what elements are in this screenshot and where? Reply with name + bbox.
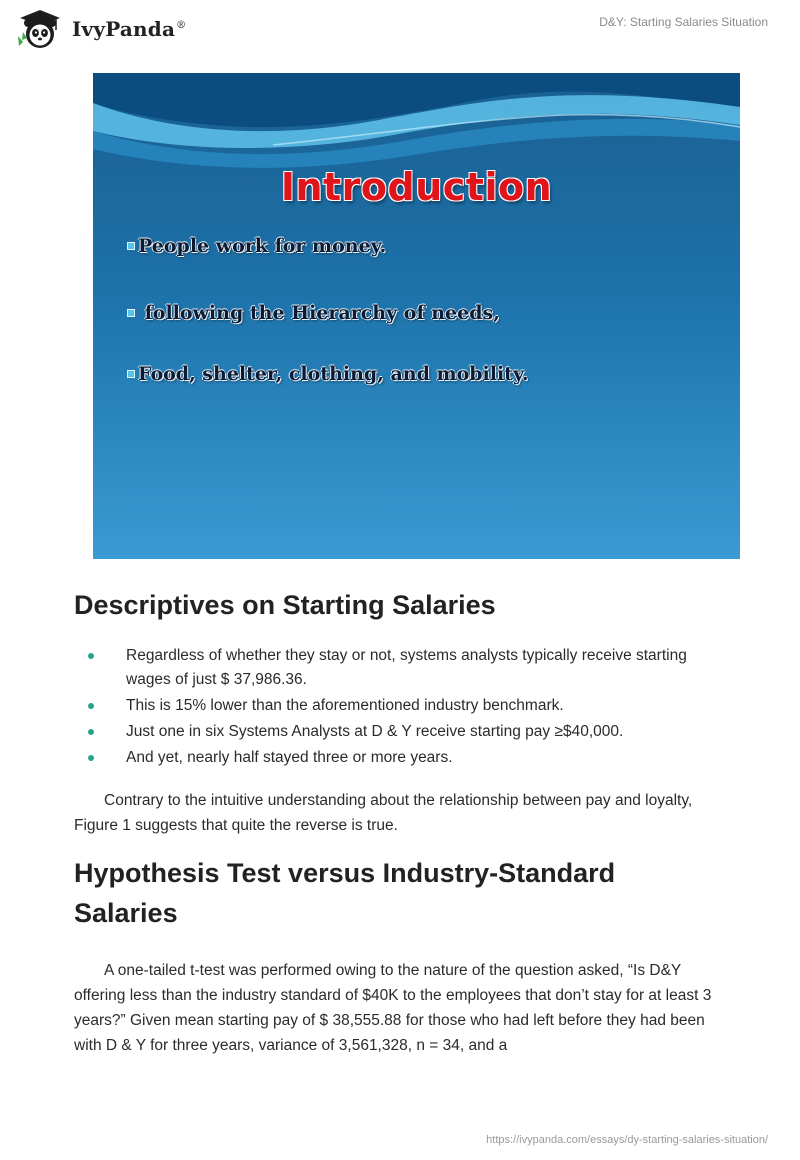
logo-text: IvyPanda®: [72, 17, 187, 41]
square-bullet-icon: [127, 242, 135, 250]
list-item-text: Regardless of whether they stay or not, systems analysts typically receive starting wages of just $ 37,986.36.: [126, 647, 687, 688]
list-item-text: This is 15% lower than the aforementioned industry benchmark.: [126, 697, 564, 714]
bullet-list: [74, 644, 734, 772]
bullet-dot-icon: [88, 729, 94, 735]
slide-bullet: [127, 235, 386, 257]
body-paragraph: A one-tailed t-test was performed owing to the nature of the question asked, “Is D&Y offering less than the industry standard of $40K to the employees that don’t stay for at least 3 years?” Given mean starting pay of $ 38,555.88 for those who had left before they had been with D & Y for three years, variance of 3,561,328, n = 34, and a: [74, 962, 712, 1054]
registered-mark: ®: [176, 20, 187, 32]
list-item: [74, 694, 734, 718]
slide-title: Introduction: [280, 165, 553, 209]
slide-bullet-text: following the Hierarchy of needs,: [138, 302, 500, 324]
slide-bullet: [127, 363, 528, 385]
source-url[interactable]: https://ivypanda.com/essays/dy-starting-salaries-situation/: [486, 1134, 768, 1146]
list-item: [74, 644, 734, 692]
slide-bullet-text: People work for money.: [138, 235, 387, 257]
square-bullet-icon: [127, 309, 135, 317]
list-item-text: Just one in six Systems Analysts at D & Y receive starting pay ≥$40,000.: [126, 723, 624, 740]
slide-image: [93, 73, 740, 559]
list-item: [74, 746, 734, 770]
slide-bullet-text: Food, shelter, clothing, and mobility.: [138, 363, 529, 385]
body-paragraph: Contrary to the intuitive understanding about the relationship between pay and loyalty, Figure 1 suggests that quite the reverse is true.: [74, 792, 693, 834]
panda-graduate-icon: [14, 8, 66, 50]
bullet-dot-icon: [88, 703, 94, 709]
slide-bullet: [127, 302, 500, 324]
site-logo[interactable]: [14, 8, 186, 50]
list-item: [74, 720, 734, 744]
list-item-text: And yet, nearly half stayed three or more years.: [126, 749, 453, 766]
bullet-dot-icon: [88, 755, 94, 761]
section-heading: Hypothesis Test versus Industry-Standard Salaries: [74, 858, 616, 928]
bullet-dot-icon: [88, 653, 94, 659]
running-title: D&Y: Starting Salaries Situation: [599, 15, 768, 29]
section-heading: Descriptives on Starting Salaries: [74, 590, 496, 620]
square-bullet-icon: [127, 370, 135, 378]
